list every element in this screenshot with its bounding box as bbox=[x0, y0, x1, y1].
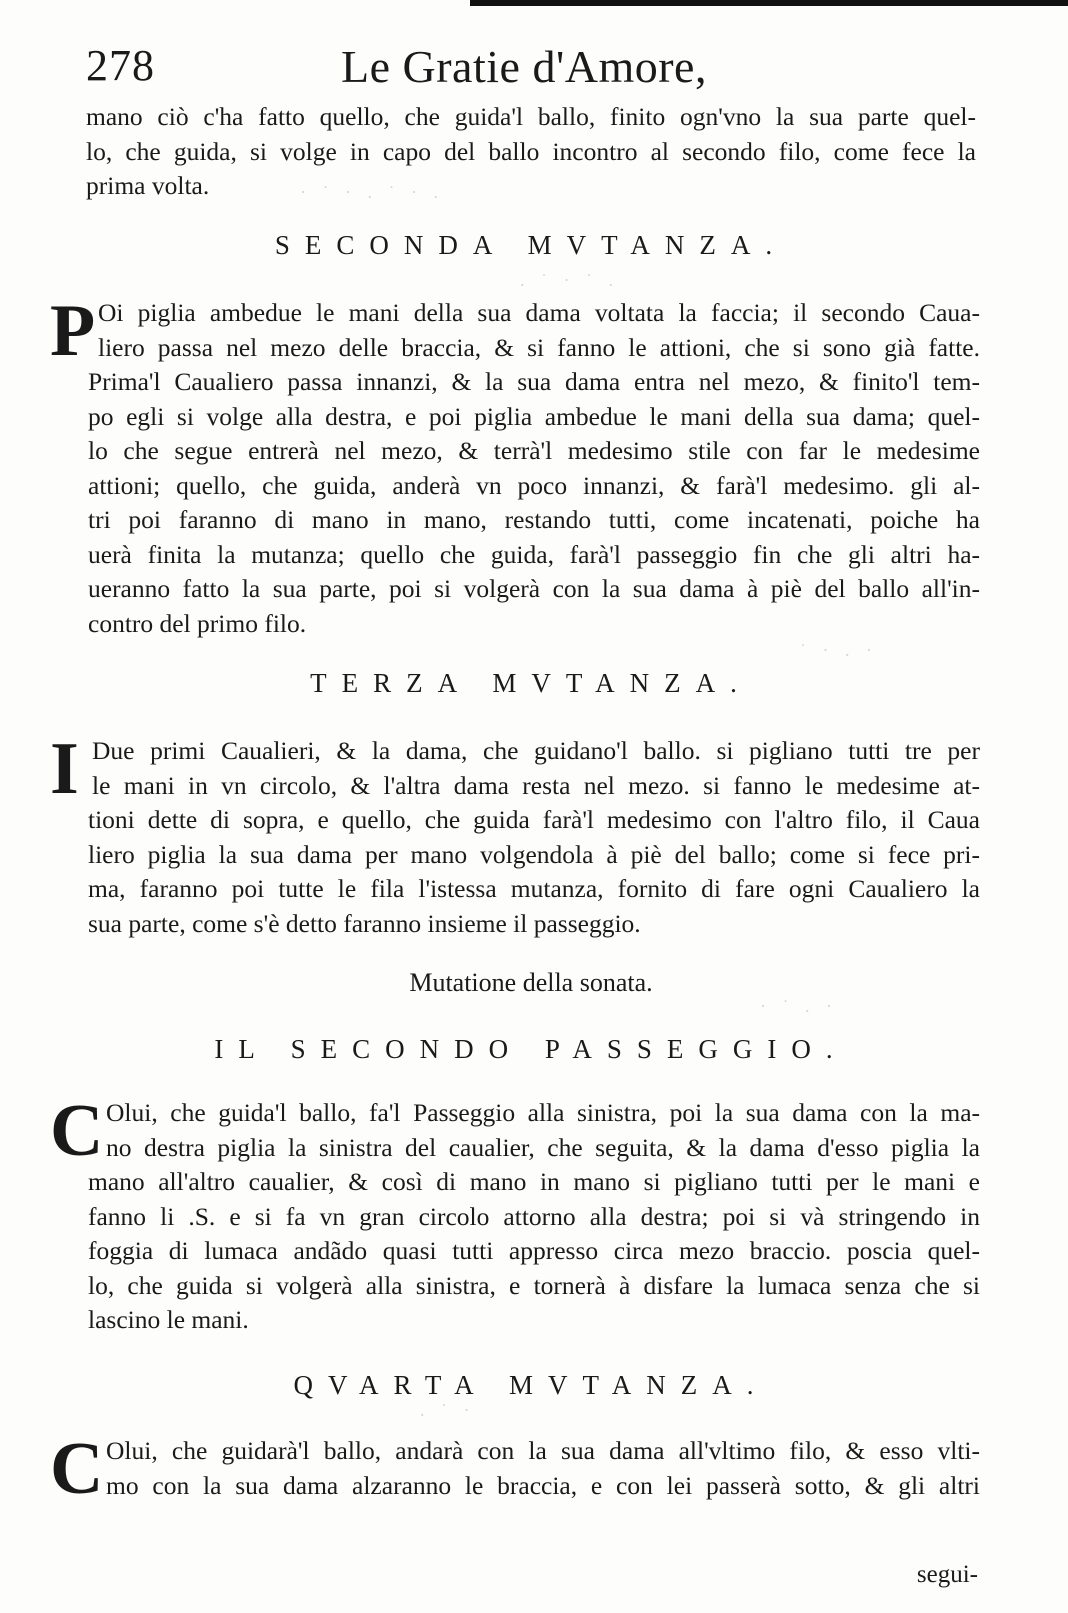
text-line: lo che segue entrerà nel mezo, & terrà'l medesimo stile con far le medesime bbox=[88, 436, 980, 465]
text-line: fanno li .S. e si fa vn gran circolo attorno alla destra; poi si và stringendo in bbox=[88, 1201, 980, 1231]
text-line: liero piglia la sua dama per mano volgendola à piè del ballo; come si fece pri- bbox=[88, 839, 980, 869]
text-line: lo, che guida si volgerà alla sinistra, e tornerà à disfare la lumaca senza che si bbox=[88, 1270, 980, 1300]
section-paragraph bbox=[50, 728, 980, 944]
text-line: Due primi Caualieri, & la dama, che guidano'l ballo. si pigliano tutti tre per bbox=[92, 736, 980, 765]
paragraph-body bbox=[88, 296, 980, 641]
text-line: ma, faranno poi tutte le fila l'istessa mutanza, fornito di fare ogni Caualiero la bbox=[88, 874, 980, 903]
drop-cap: C bbox=[50, 1090, 104, 1172]
text-line: no destra piglia la sinistra del caualier, che seguita, & la dama d'esso piglia la bbox=[106, 1132, 980, 1162]
paragraph-body bbox=[88, 1096, 980, 1338]
section-paragraph bbox=[50, 1428, 980, 1510]
text-line: sua parte, come s'è detto faranno insieme il passeggio. bbox=[88, 908, 641, 938]
show-through-speckle: . ˙ · ˙ . bbox=[520, 270, 619, 290]
paragraph-body bbox=[88, 1434, 980, 1503]
show-through-speckle: ˙ · . · bbox=[800, 640, 878, 660]
text-line: po egli si volge alla destra, e poi piglia ambedue le mani della sua dama; quel- bbox=[88, 401, 980, 431]
page-number: 278 bbox=[86, 41, 155, 90]
drop-cap: I bbox=[50, 728, 79, 810]
drop-cap: P bbox=[50, 290, 96, 372]
text-line: tioni dette di sopra, e quello, che guida farà'l medesimo con l'altro filo, il Caua bbox=[88, 805, 980, 834]
text-line: lascino le mani. bbox=[88, 1305, 249, 1334]
text-line: contro del primo filo. bbox=[88, 608, 307, 638]
text-line: foggia di lumaca andãdo quasi tutti appresso circa mezo braccio. poscia quel- bbox=[88, 1236, 980, 1265]
text-line: ueranno fatto la sua parte, poi si volgerà con la sua dama à piè del ballo all'in- bbox=[88, 574, 980, 603]
text-line: Olui, che guida'l ballo, fa'l Passeggio alla sinistra, poi la sua dama con la ma- bbox=[106, 1098, 980, 1127]
catchword: segui- bbox=[916, 1561, 978, 1588]
intro-paragraph bbox=[86, 100, 976, 204]
paragraph-body bbox=[88, 734, 980, 941]
section-paragraph bbox=[50, 1090, 980, 1341]
text-line: prima volta. bbox=[86, 171, 210, 200]
text-line: Olui, che guidarà'l ballo, andarà con la sua dama all'vltimo filo, & esso vlti- bbox=[106, 1436, 980, 1465]
text-line: mano all'altro caualier, & così di mano in mano si pigliano tutti per le mani e bbox=[88, 1167, 980, 1196]
mutation-note: Mutatione della sonata. bbox=[409, 968, 653, 997]
text-line: mo con la sua dama alzaranno le braccia, e con lei passerà sotto, & gli altri bbox=[106, 1470, 980, 1500]
section-heading: TERZA MVTANZA. bbox=[310, 668, 752, 698]
section-heading: QVARTA MVTANZA. bbox=[293, 1370, 769, 1400]
text-line: attioni; quello, che guida, anderà vn poco innanzi, & farà'l medesimo. gli al- bbox=[88, 470, 980, 500]
show-through-speckle: · ˙ · . ˙ · . bbox=[300, 182, 444, 202]
show-through-speckle: · ˙ . · bbox=[760, 996, 838, 1016]
text-line: uerà finita la mutanza; quello che guida, farà'l passeggio fin che gli altri ha- bbox=[88, 539, 980, 569]
section-heading: IL SECONDO PASSEGGIO. bbox=[214, 1034, 848, 1064]
show-through-speckle: . ˙ · bbox=[420, 1400, 476, 1420]
drop-cap: C bbox=[50, 1428, 104, 1510]
text-line: le mani in vn circolo, & l'altra dama resta nel mezo. si fanno le medesime at- bbox=[92, 770, 980, 800]
text-line: Prima'l Caualiero passa innanzi, & la sua dama entra nel mezo, & finito'l tem- bbox=[88, 367, 980, 396]
text-line: Oi piglia ambedue le mani della sua dama voltata la faccia; il secondo Caua- bbox=[98, 298, 980, 327]
section-heading: SECONDA MVTANZA. bbox=[274, 230, 788, 260]
text-line: lo, che guida, si volge in capo del ballo incontro al secondo filo, come fece la bbox=[86, 136, 976, 166]
text-line: tri poi faranno di mano in mano, restando tutti, come incatenati, poiche ha bbox=[88, 505, 980, 534]
top-border-rule bbox=[470, 0, 1068, 6]
page-header bbox=[86, 40, 986, 100]
text-line: mano ciò c'ha fatto quello, che guida'l ballo, finito ogn'vno la sua parte quel- bbox=[86, 102, 976, 131]
text-line: liero passa nel mezo delle braccia, & si fanno le attioni, che si sono già fatte. bbox=[98, 332, 980, 362]
running-title: Le Gratie d'Amore, bbox=[341, 41, 707, 92]
section-paragraph bbox=[50, 290, 980, 641]
